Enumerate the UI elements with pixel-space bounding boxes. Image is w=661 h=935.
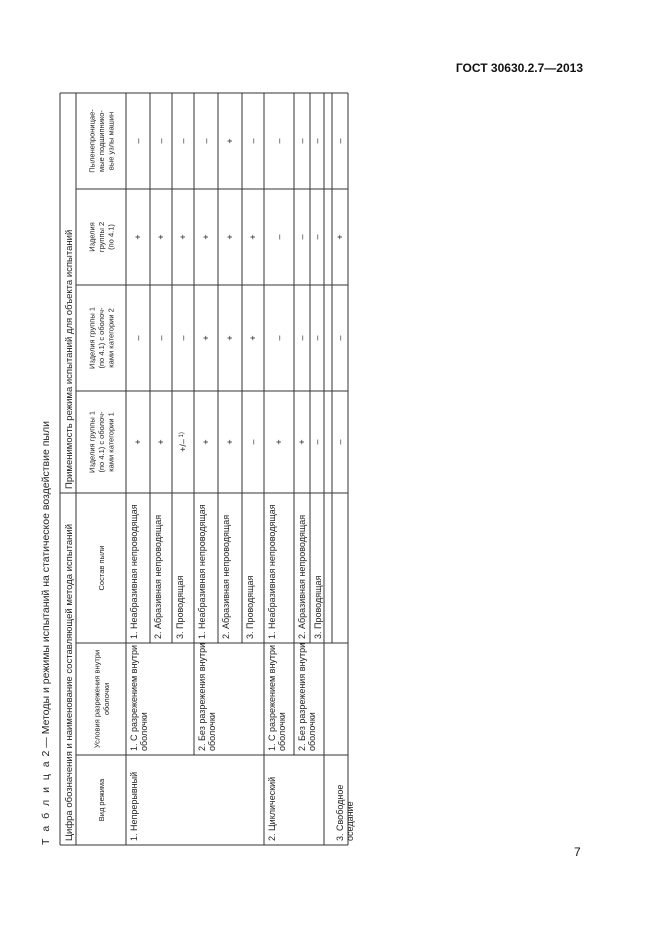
row-8-dust: 3. Проводящая	[313, 575, 323, 639]
row-8-g1c2: –	[312, 335, 322, 341]
column-header-condition-line-1: оболочки	[101, 682, 111, 716]
group-header-applicability: Применимость режима испытаний для объекта испытаний	[64, 229, 75, 489]
row-5-bearing: –	[248, 138, 258, 144]
row-2-g1c1: +/– $^{1)}$	[178, 432, 188, 452]
caption-prefix: Т а б л и ц а	[40, 759, 52, 845]
page-number: 7	[574, 845, 581, 859]
row-3-g2: +	[201, 234, 211, 240]
caption-title: — Методы и режимы испытаний на статическое воздействие пыли	[40, 421, 52, 751]
column-header-g1c1-line-1: (по 4.1) с оболоч-	[97, 411, 106, 473]
row-1-dust: 2. Абразивная непроводящая	[153, 514, 163, 639]
row-1-g2: +	[156, 234, 166, 240]
row-8-g1c1: –	[312, 439, 322, 445]
column-header-bearing-line-1: мые подшипнико-	[97, 110, 106, 172]
document-id: ГОСТ 30630.2.7—2013	[455, 61, 583, 75]
row-6-condition-0: 1. С разрежением внутри	[267, 644, 277, 751]
row-5-g1c1: –	[248, 439, 258, 445]
row-1-bearing: –	[156, 138, 166, 144]
row-4-g2: +	[225, 234, 235, 240]
column-header-g1c1-line-2: ками категории 1	[106, 412, 116, 472]
test-methods-table	[60, 93, 355, 845]
row-7-g1c2: –	[297, 335, 307, 341]
row-3-condition-1: оболочки	[207, 712, 217, 751]
row-6-g1c2: –	[274, 335, 284, 341]
row-5-g2: +	[248, 234, 258, 240]
column-header-condition-line-0: Условия разрежения внутри	[92, 649, 102, 749]
column-header-bearing-line-2: вые узлы машин	[106, 111, 116, 171]
column-header-dust-line-0: Состав пыли	[97, 545, 106, 591]
row-0-dust: 1. Неабразивная непроводящая	[129, 504, 139, 639]
row-7-bearing: –	[297, 138, 307, 144]
row-0-g2: +	[133, 234, 143, 240]
row-0-condition-0: 1. С разрежением внутри	[129, 644, 139, 751]
column-header-g2-line-2: (по 4.1)	[106, 224, 116, 250]
caption-number: 2	[40, 750, 52, 757]
column-header-g2-line-0: Изделия	[87, 222, 97, 252]
row-0-g1c1: +	[133, 439, 143, 445]
row-7-g1c1: +	[297, 439, 307, 445]
row-3-g1c1: +	[201, 439, 211, 445]
rotated-table-container	[60, 93, 355, 845]
row-3-bearing: –	[201, 138, 211, 144]
row-5-dust: 3. Проводящая	[245, 575, 255, 639]
column-header-bearing-line-0: Пыленепроницае-	[87, 109, 97, 173]
row-1-g1c2: –	[156, 335, 166, 341]
row-8-bearing: –	[312, 138, 322, 144]
row-10-mode-1: оседание	[345, 801, 355, 841]
group-header-method: Цифра обозначения и наименование составляющей метода испытаний	[64, 523, 75, 841]
row-6-condition-1: оболочки	[277, 712, 287, 751]
row-7-dust: 2. Абразивная непроводящая	[297, 514, 307, 639]
row-7-g2: –	[297, 234, 307, 240]
row-10-mode-0: 3. Свободное	[335, 784, 345, 841]
row-3-condition-0: 2. Без разрежения внутри	[197, 642, 207, 751]
row-1-g1c1: +	[156, 439, 166, 445]
row-8-g2: –	[312, 234, 322, 240]
row-6-g2: –	[274, 234, 284, 240]
column-header-g1c1-line-0: Изделия группы 1	[87, 410, 97, 474]
row-2-bearing: –	[178, 138, 188, 144]
row-0-bearing: –	[133, 138, 143, 144]
row-4-dust: 2. Абразивная непроводящая	[221, 514, 231, 639]
row-2-g1c2: –	[178, 335, 188, 341]
row-0-mode-0: 1. Непрерывный	[129, 771, 139, 841]
column-header-g2-line-1: группы 2	[97, 221, 106, 253]
column-header-mode-line-0: Вид режима	[97, 778, 106, 822]
row-6-mode-0: 2. Циклический	[267, 776, 277, 841]
row-10-g1c2: –	[335, 335, 345, 341]
row-2-dust: 3. Проводящая	[175, 575, 185, 639]
row-6-dust: 1. Неабразивная непроводящая	[267, 504, 277, 639]
table-caption	[38, 245, 54, 845]
column-header-g1c2-line-0: Изделия группы 1	[87, 306, 97, 370]
row-4-g1c2: +	[225, 335, 235, 341]
row-7-condition-0: 2. Без разрежения внутри	[297, 642, 307, 751]
row-10-g1c1: –	[335, 439, 345, 445]
row-7-condition-1: оболочки	[307, 712, 317, 751]
row-3-g1c2: +	[201, 335, 211, 341]
row-4-bearing: +	[225, 138, 235, 144]
row-2-g2: +	[178, 234, 188, 240]
row-5-g1c2: +	[248, 335, 258, 341]
column-header-g1c2-line-2: ками категории 2	[106, 308, 116, 368]
row-10-g2: +	[335, 234, 345, 240]
row-3-dust: 1. Неабразивная непроводящая	[197, 504, 207, 639]
row-0-g1c2: –	[133, 335, 143, 341]
row-6-g1c1: +	[274, 439, 284, 445]
row-10-bearing: –	[335, 138, 345, 144]
row-0-condition-1: оболочки	[139, 712, 149, 751]
row-4-g1c1: +	[225, 439, 235, 445]
row-6-bearing: –	[274, 138, 284, 144]
column-header-g1c2-line-1: (по 4.1) с оболоч-	[97, 307, 106, 369]
